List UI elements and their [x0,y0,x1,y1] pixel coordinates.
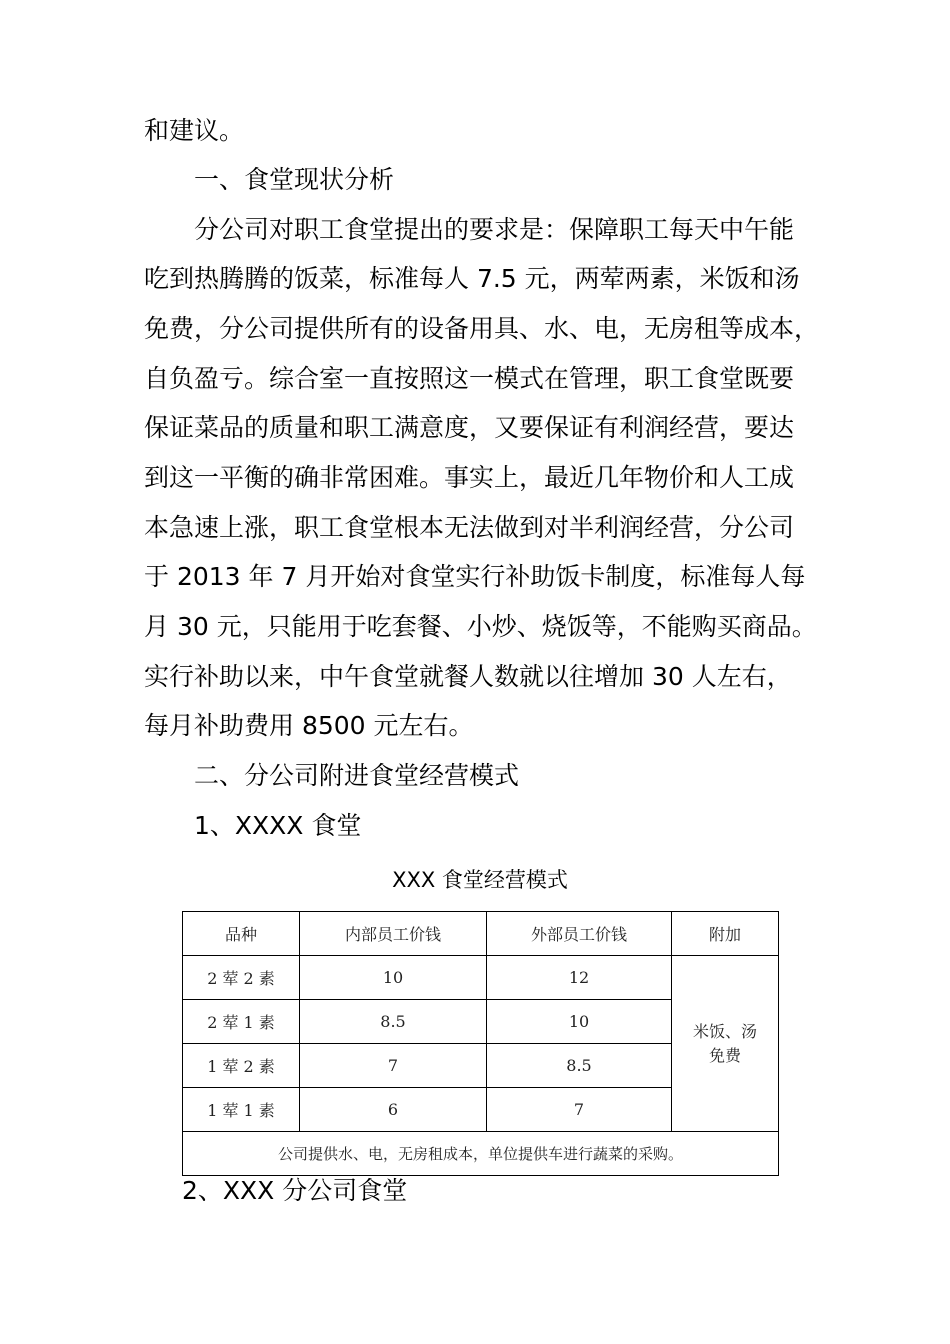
header-cell: 内部员工价钱 [300,912,487,956]
table-cell: 6 [300,1088,487,1132]
paragraph-line: 到这一平衡的确非常困难。事实上，最近几年物价和人工成 [144,463,795,492]
table-cell: 12 [487,956,672,1000]
table-cell: 8.5 [300,1000,487,1044]
extra-cell [672,956,779,1132]
paragraph-line: 和建议。 [144,116,245,145]
table-note-row [183,1132,779,1176]
table-cell: 10 [300,956,487,1000]
table-header-row [183,912,779,956]
table-cell: 1 荤 1 素 [183,1088,300,1132]
paragraph-line: 吃到热腾腾的饭菜，标准每人 7.5 元，两荤两素，米饭和汤 [144,264,800,293]
table-cell: 2 荤 1 素 [183,1000,300,1044]
paragraph-line: 月 30 元，只能用于吃套餐、小炒、烧饭等，不能购买商品。 [144,612,817,641]
table-cell: 10 [487,1000,672,1044]
table-cell: 7 [487,1088,672,1132]
extra-line: 米饭、汤 [692,1021,757,1041]
header-cell: 品种 [183,912,300,956]
table-cell: 8.5 [487,1044,672,1088]
paragraph-line: 保证菜品的质量和职工满意度，又要保证有利润经营，要达 [144,413,795,442]
paragraph-line: 自负盈亏。综合室一直按照这一模式在管理，职工食堂既要 [144,364,795,393]
section-heading-1: 一、食堂现状分析 [194,165,395,194]
paragraph-line: 免费，分公司提供所有的设备用具、水、电，无房租等成本， [144,314,820,343]
table-cell: 1 荤 2 素 [183,1044,300,1088]
subsection-heading: 1、XXXX 食堂 [194,811,362,840]
table-cell: 7 [300,1044,487,1088]
paragraph-line: 分公司对职工食堂提出的要求是：保障职工每天中午能 [194,215,795,244]
subsection-heading-2: 2、XXX 分公司食堂 [182,1176,408,1205]
paragraph-line: 本急速上涨，职工食堂根本无法做到对半利润经营，分公司 [144,513,795,542]
table-note: 公司提供水、电，无房租成本，单位提供车进行蔬菜的采购。 [183,1132,779,1176]
extra-line: 免费 [708,1045,741,1065]
header-cell: 附加 [672,912,779,956]
pricing-table [182,911,779,1176]
paragraph-line: 每月补助费用 8500 元左右。 [144,711,474,740]
section-heading-2: 二、分公司附进食堂经营模式 [194,761,520,790]
table-cell: 2 荤 2 素 [183,956,300,1000]
table-caption: XXX 食堂经营模式 [392,868,568,892]
paragraph-line: 于 2013 年 7 月开始对食堂实行补助饭卡制度，标准每人每 [144,562,806,591]
table-row [183,956,779,1000]
paragraph-line: 实行补助以来，中午食堂就餐人数就以往增加 30 人左右， [144,662,792,691]
header-cell: 外部员工价钱 [487,912,672,956]
